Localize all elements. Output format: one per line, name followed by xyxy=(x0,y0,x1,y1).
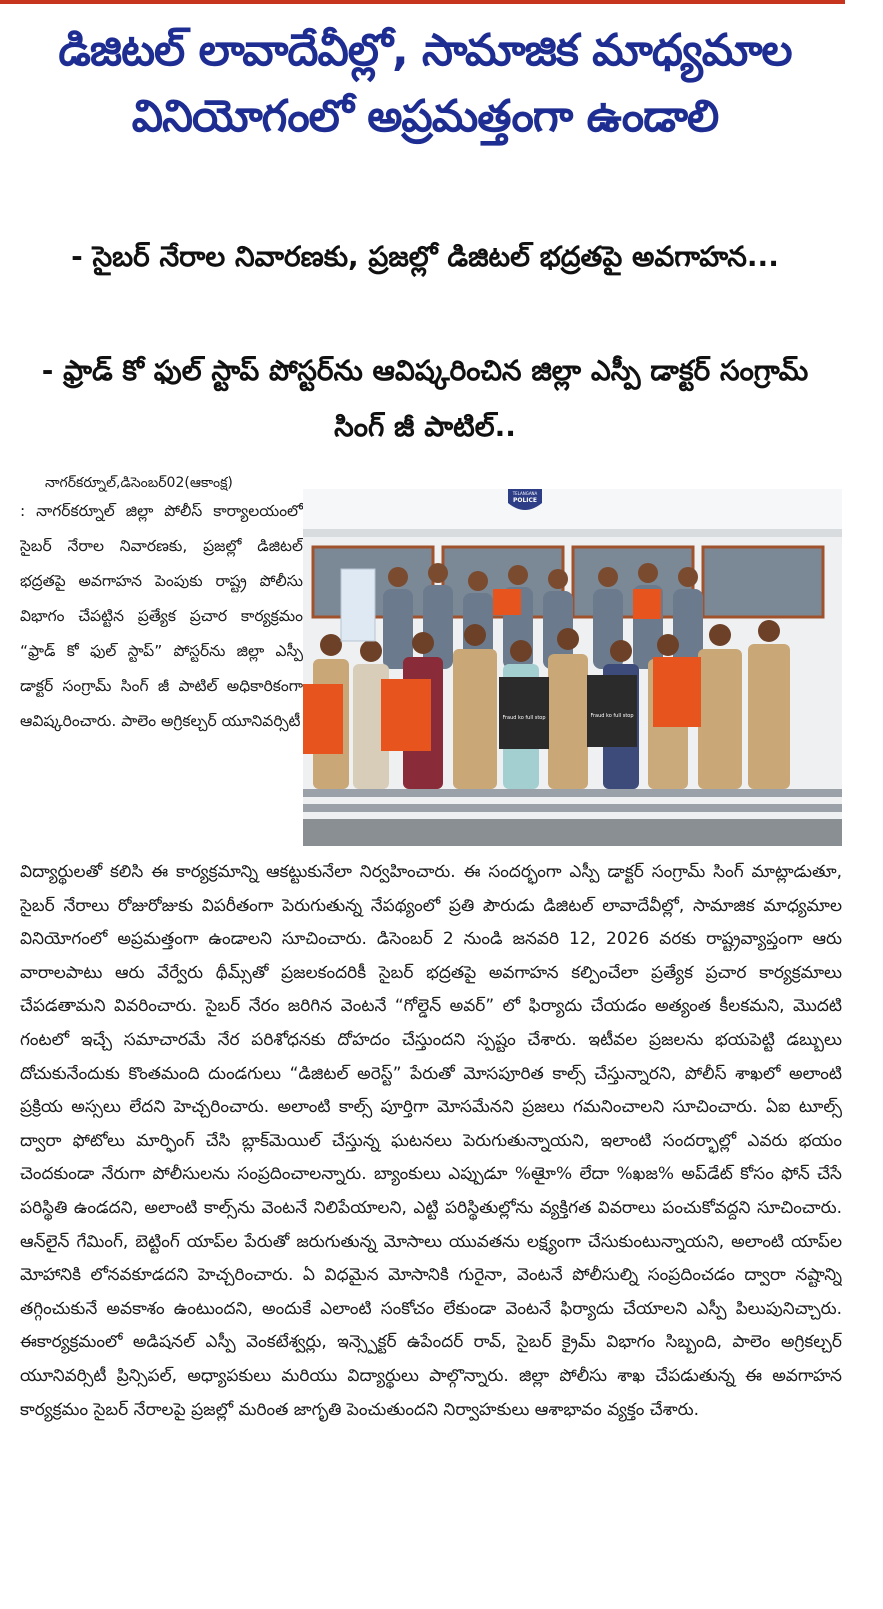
badge-line1: TELANGANA xyxy=(512,491,538,496)
headline: డిజిటల్ లావాదేవీల్లో, సామాజిక మాధ్యమాల వినియోగంలో అప్రమత్తంగా ఉండాలి xyxy=(58,25,792,142)
article-body-part-1: : నాగర్‌కర్నూల్ జిల్లా పోలీస్ కార్యాలయంలో సైబర్ నేరాల నివారణకు, ప్రజల్లో డిజిటల్ భద్రతపై అవగాహన పెంపుకు రాష్ట్ర పోలీసు విభాగం చేపట్టిన ప్రత్యేక ప్రచార కార్యక్రమం “ఫ్రాడ్ కో ఫుల్ స్టాప్” పోస్టర్‌ను జిల్లా ఎస్పీ డాక్టర్ సంగ్రామ్ సింగ్ జీ పాటిల్ అధికారికంగా ఆవిష్కరించారు. పాలెం అగ్రికల్చర్ యూనివర్సిటీ xyxy=(20,502,303,730)
poster-caption: Fraud ko full stop xyxy=(590,713,634,719)
dateline: నాగర్‌కర్నూల్,డిసెంబర్02(ఆకాంక్ష) xyxy=(45,475,233,491)
badge-line2: POLICE xyxy=(512,497,538,504)
poster-caption: Fraud ko full stop xyxy=(502,715,546,721)
subheading-awareness: - సైబర్ నేరాల నివారణకు, ప్రజల్లో డిజిటల్ భద్రతపై అవగాహన... xyxy=(71,240,779,273)
article-body-part-2: విద్యార్థులతో కలిసి ఈ కార్యక్రమాన్ని ఆకట్టుకునేలా నిర్వహించారు. ఈ సందర్భంగా ఎస్పీ డాక్టర్ సంగ్రామ్ సింగ్ మాట్లాడుతూ, సైబర్ నేరాలు రోజురోజుకు విపరీతంగా పెరుగుతున్న నేపథ్యంలో ప్రతి పౌరుడు డిజిటల్ లావాదేవీల్లో, సామాజిక మాధ్యమాల వినియోగంలో అప్రమత్తంగా ఉండాలని సూచించారు. డిసెంబర్ 2 నుండి జనవరి 12, 2026 వరకు రాష్ట్రవ్యాప్తంగా ఆరు వారాలపాటు ఆరు వేర్వేరు థీమ్స్‌తో ప్రజలకందరికీ సైబర్ భద్రతపై అవగాహన కల్పించేలా ప్రత్యేక ప్రచార కార్యక్రమాలు చేపడతామని వివరించారు. సైబర్ నేరం జరిగిన వెంటనే “గోల్డెన్ అవర్” లో ఫిర్యాదు చేయడం అత్యంత కీలకమని, మొదటి గంటలో ఇచ్చే సమాచారమే నేర పరిశోధనకు దోహదం చేస్తుందని స్పష్టం చేశారు. ఇటీవల ప్రజలను భయపెట్టి డబ్బులు దోచుకునేందుకు కొంతమంది దుండగులు “డిజిటల్ అరెస్ట్” పేరుతో మోసపూరిత కాల్స్ చేస్తున్నారని, పోలీస్ శాఖలో అలాంటి ప్రక్రియ అస్సలు లేదని హెచ్చరించారు. అలాంటి కాల్స్ పూర్తిగా మోసమేనని ప్రజలు గమనించాలని సూచించారు. ఏఐ టూల్స్ ద్వారా ఫోటోలు మార్ఫింగ్ చేసి బ్లాక్‌మెయిల్ చేస్తున్న ఘటనలు పెరుగుతున్నాయని, ఇలాంటి సందర్భాల్లో ఎవరు భయం చెందకుండా నేరుగా పోలీసులను సంప్రదించాలన్నారు. బ్యాంకులు ఎప్పుడూ %ఆైూ% లేదా %ఖజ% అప్‌డేట్ కోసం ఫోన్ చేసే పరిస్థితి ఉండదని, అలాంటి కాల్స్‌ను వెంటనే నిలిపేయాలని, ఎట్టి పరిస్థితుల్లోను వ్యక్తిగత వివరాలు పంచుకోవద్దని సూచించారు. ఆన్‌లైన్ గేమింగ్, బెట్టింగ్ యాప్‌ల పేరుతో జరుగుతున్న మోసాలు యువతను లక్ష్యంగా చేసుకుంటున్నాయని, అలాంటి యాప్‌ల మోహానికి లోనవకూడదని హెచ్చరించారు. ఏ విధమైన మోసానికి గురైనా, వెంటనే పోలీసుల్ని సంప్రదించడం ద్వారా నష్టాన్ని తగ్గించుకునే అవకాశం ఉంటుందని, అందుకే ఎలాంటి సంకోచం లేకుండా వెంటనే ఫిర్యాదు చేయాలని ఎస్పీ పిలుపునిచ్చారు. ఈకార్యక్రమంలో అడిషనల్ ఎస్పీ వెంకటేశ్వర్లు, ఇన్స్పెక్టర్ ఉపేందర్ రావ్, సైబర్ క్రైమ్ విభాగం సిబ్బంది, పాలెం అగ్రికల్చర్ యూనివర్సిటీ ప్రిన్సిపల్, అధ్యాపకులు మరియు విద్యార్థులు పాల్గొన్నారు. జిల్లా పోలీసు శాఖ చేపడుతున్న ఈ అవగాహన కార్యక్రమం సైబర్ నేరాలపై ప్రజల్లో మరింత జాగృతి పెంచుతుందని నిర్వాహకులు ఆశాభావం వ్యక్తం చేశారు. xyxy=(20,862,842,1420)
event-photo xyxy=(303,489,842,846)
subheading-poster-launch: - ఫ్రాడ్ కో ఫుల్ స్టాప్ పోస్టర్‌ను ఆవిష్కరించిన జిల్లా ఎస్పీ డాక్టర్ సంగ్రామ్ సింగ్ జీ పాటిల్.. xyxy=(41,354,809,443)
top-accent-rule xyxy=(0,0,845,4)
